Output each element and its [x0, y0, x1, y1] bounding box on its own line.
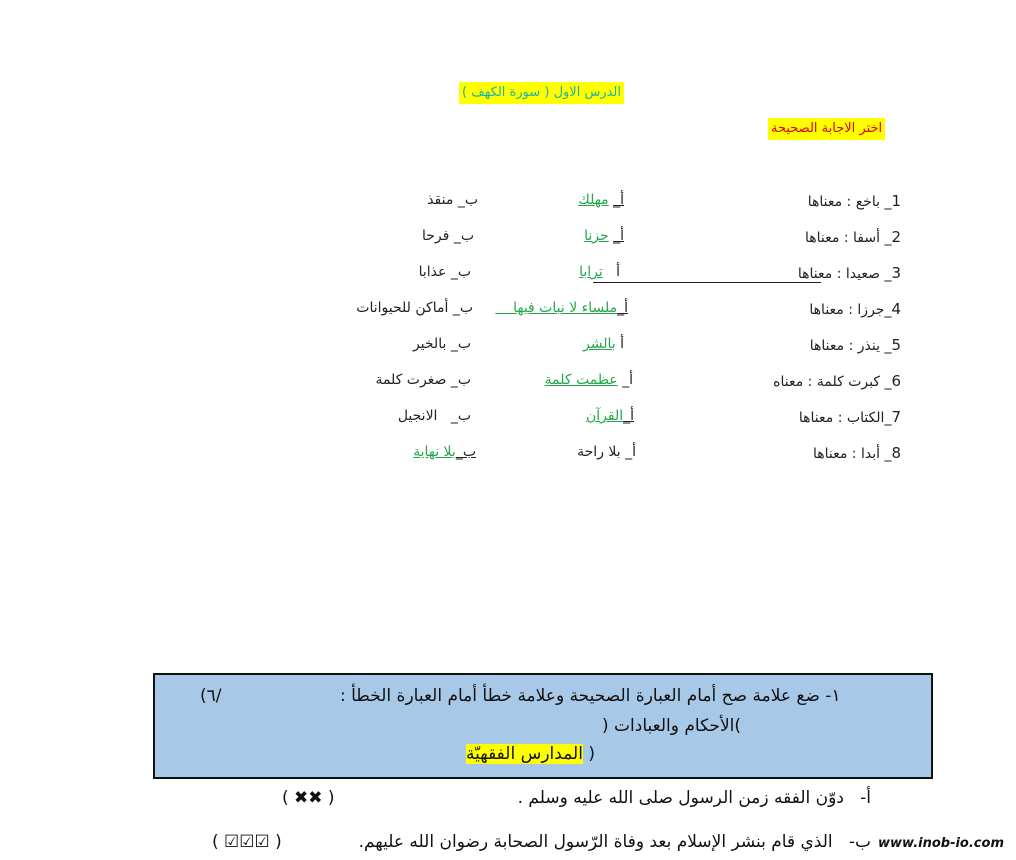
option-text: أماكن للحيوانات	[356, 300, 449, 316]
statement-b-answer: ( ☑☑☑ )	[212, 832, 282, 852]
question-number: 8	[891, 444, 901, 462]
question-number: 4	[891, 300, 901, 318]
section-line-2: )الأحكام والعبادات (	[602, 716, 742, 736]
option-a	[545, 372, 633, 388]
question-stem: _الكتاب : معناها	[798, 410, 892, 426]
option-text: حزنا	[584, 228, 609, 244]
option-label: أ_	[613, 228, 624, 244]
question-4	[809, 300, 901, 318]
option-b	[356, 300, 473, 316]
option-a	[579, 264, 620, 280]
option-text: بلا نهاية	[413, 444, 456, 460]
section-heading: ١- ضع علامة صح أمام العبارة الصحيحة وعلامة خطأ أمام العبارة الخطأ :	[340, 686, 841, 706]
option-label: أ_	[623, 408, 634, 424]
question-2	[805, 228, 901, 246]
option-text: بالخير	[412, 336, 447, 352]
option-label: أ	[620, 336, 624, 352]
option-b	[419, 264, 471, 280]
statement-text: دوّن الفقه زمن الرسول صلى الله عليه وسلم .	[517, 788, 844, 808]
statement-a	[518, 788, 871, 808]
option-label: ب_	[457, 192, 478, 208]
option-label: أ_	[622, 372, 633, 388]
lesson-title: الدرس الاول ( سورة الكهف )	[459, 82, 624, 104]
question-number: 3	[891, 264, 901, 282]
watermark: www.inob-io.com	[878, 836, 1004, 851]
option-text: فرحا	[422, 228, 450, 244]
question-6	[773, 372, 901, 390]
question-stem: _ ينذر : معناها	[809, 338, 892, 354]
option-text: عذابا	[418, 264, 447, 280]
option-a	[583, 336, 624, 352]
statement-label: ب-	[848, 832, 871, 852]
instruction-heading: اختر الاجابة الصحيحة	[768, 118, 885, 140]
option-b	[422, 228, 474, 244]
question-stem: _ صعيدا : معناها	[797, 266, 892, 282]
option-label: ب_	[452, 300, 473, 316]
section-line-3	[466, 744, 595, 764]
option-a	[577, 444, 636, 460]
option-b	[413, 444, 476, 460]
question-stem: _ كبرت كلمة : معناه	[773, 374, 892, 390]
option-text: القرآن	[585, 408, 624, 424]
option-a	[578, 192, 624, 208]
section-line-3-tail: )	[582, 744, 595, 764]
option-label: ب_	[450, 264, 471, 280]
question-number: 1	[891, 192, 901, 210]
option-text: عظمت كلمة	[544, 372, 618, 388]
option-a	[495, 300, 628, 316]
question-number: 2	[891, 228, 901, 246]
option-text: مهلك	[578, 192, 609, 208]
option-label: أ_	[625, 444, 636, 460]
statement-label: أ-	[860, 788, 871, 808]
question-number: 6	[891, 372, 901, 390]
question-1	[808, 192, 901, 210]
option-a	[586, 408, 634, 424]
statement-a-answer: ( ✖✖ )	[282, 788, 335, 808]
section-highlight: المدارس الفقهيّة	[466, 744, 583, 764]
option-label: ب_	[450, 408, 471, 424]
option-label: أ_	[617, 300, 628, 316]
option-a	[584, 228, 624, 244]
option-label: أ	[616, 264, 620, 280]
option-label: أ_	[613, 192, 624, 208]
answer-underline	[593, 282, 821, 283]
option-text: الانجيل	[397, 408, 438, 424]
option-text: بلا راحة	[577, 444, 621, 460]
question-stem: _ أسفا : معناها	[805, 230, 892, 246]
question-stem: _ أبدا : معناها	[812, 446, 892, 462]
question-7	[799, 408, 901, 426]
question-8	[813, 444, 901, 462]
option-label: ب_	[450, 336, 471, 352]
question-3	[798, 264, 901, 282]
option-text: منقذ	[427, 192, 454, 208]
option-b	[398, 408, 471, 424]
option-text: ملساء لا نبات فيها	[513, 300, 618, 316]
statement-b	[359, 832, 871, 852]
statement-text: الذي قام بنشر الإسلام بعد وفاة الرّسول الصحابة رضوان الله عليهم.	[358, 832, 833, 852]
option-label: ب_	[455, 444, 476, 460]
option-b	[413, 336, 471, 352]
question-5	[810, 336, 901, 354]
option-label: ب_	[453, 228, 474, 244]
option-b	[375, 372, 471, 388]
section-marks: (٦/	[200, 686, 222, 706]
option-text: ترابا	[579, 264, 603, 280]
question-stem: _جرزا : معناها	[809, 302, 892, 318]
option-text: بالشر	[583, 336, 616, 352]
question-stem: _ باخع : معناها	[807, 194, 892, 210]
question-number: 7	[891, 408, 901, 426]
option-text: صغرت كلمة	[375, 372, 447, 388]
option-label: ب_	[450, 372, 471, 388]
option-b	[427, 192, 478, 208]
question-number: 5	[891, 336, 901, 354]
